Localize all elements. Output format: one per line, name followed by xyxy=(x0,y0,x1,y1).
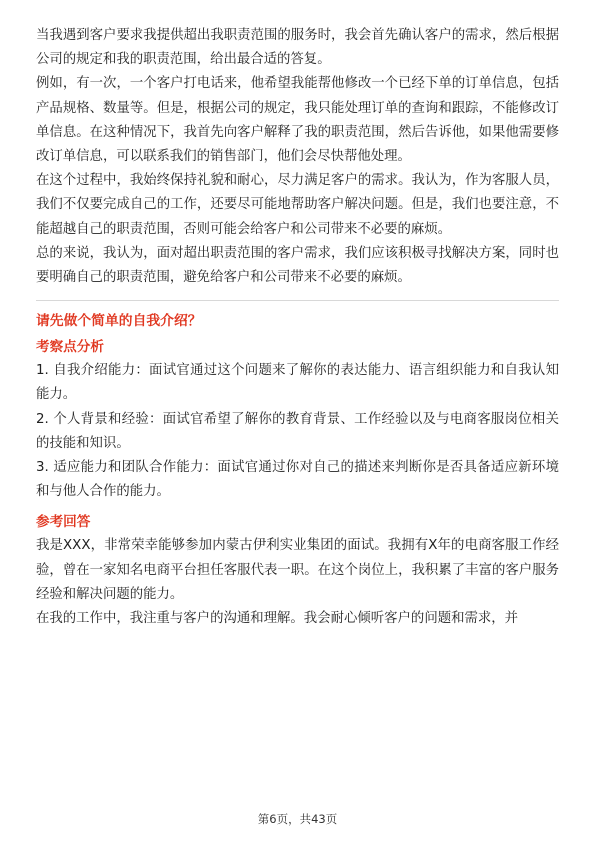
reference-paragraph-2: 在我的工作中，我注重与客户的沟通和理解。我会耐心倾听客户的问题和需求，并 xyxy=(36,611,519,627)
section-divider xyxy=(36,300,559,301)
analysis-item-1: 1. 自我介绍能力：面试官通过这个问题来了解你的表达能力、语言组织能力和自我认知能力。 xyxy=(36,363,559,403)
paragraph-answer-2: 例如，有一次，一个客户打电话来，他希望我能帮他修改一个已经下单的订单信息，包括产品规格、数量等。但是，根据公司的规定，我只能处理订单的查询和跟踪，不能修改订单信息。在这种情况下，我首先向客户解释了我的职责范围，然后告诉他，如果他需要修改订单信息，可以联系我们的销售部门，他们会尽快帮他处理。 xyxy=(36,76,559,165)
reference-paragraph-1: 我是XXX，非常荣幸能够参加内蒙古伊利实业集团的面试。我拥有X年的电商客服工作经验，曾在一家知名电商平台担任客服代表一职。在这个岗位上，我积累了丰富的客户服务经验和解决问题的能力。 xyxy=(36,538,559,602)
paragraph-answer-3: 在这个过程中，我始终保持礼貌和耐心，尽力满足客户的需求。我认为，作为客服人员，我们不仅要完成自己的工作，还要尽可能地帮助客户解决问题。但是，我们也要注意，不能超越自己的职责范围，否则可能会给客户和公司带来不必要的麻烦。 xyxy=(36,173,559,237)
analysis-item-3: 3. 适应能力和团队合作能力：面试官通过你对自己的描述来判断你是否具备适应新环境和与他人合作的能力。 xyxy=(36,460,559,500)
analysis-heading: 考察点分析 xyxy=(36,339,104,356)
paragraph-answer-1: 当我遇到客户要求我提供超出我职责范围的服务时，我会首先确认客户的需求，然后根据公司的规定和我的职责范围，给出最合适的答复。 xyxy=(36,28,559,68)
analysis-item-2: 2. 个人背景和经验：面试官希望了解你的教育背景、工作经验以及与电商客服岗位相关的技能和知识。 xyxy=(36,411,559,451)
reference-heading: 参考回答 xyxy=(36,514,91,531)
page-number-footer: 第6页，共43页 xyxy=(257,812,338,826)
paragraph-answer-4: 总的来说，我认为，面对超出职责范围的客户需求，我们应该积极寻找解决方案，同时也要明确自己的职责范围，避免给客户和公司带来不必要的麻烦。 xyxy=(36,245,559,286)
document-body xyxy=(36,24,559,631)
question-title: 请先做个简单的自我介绍？ xyxy=(36,313,202,330)
